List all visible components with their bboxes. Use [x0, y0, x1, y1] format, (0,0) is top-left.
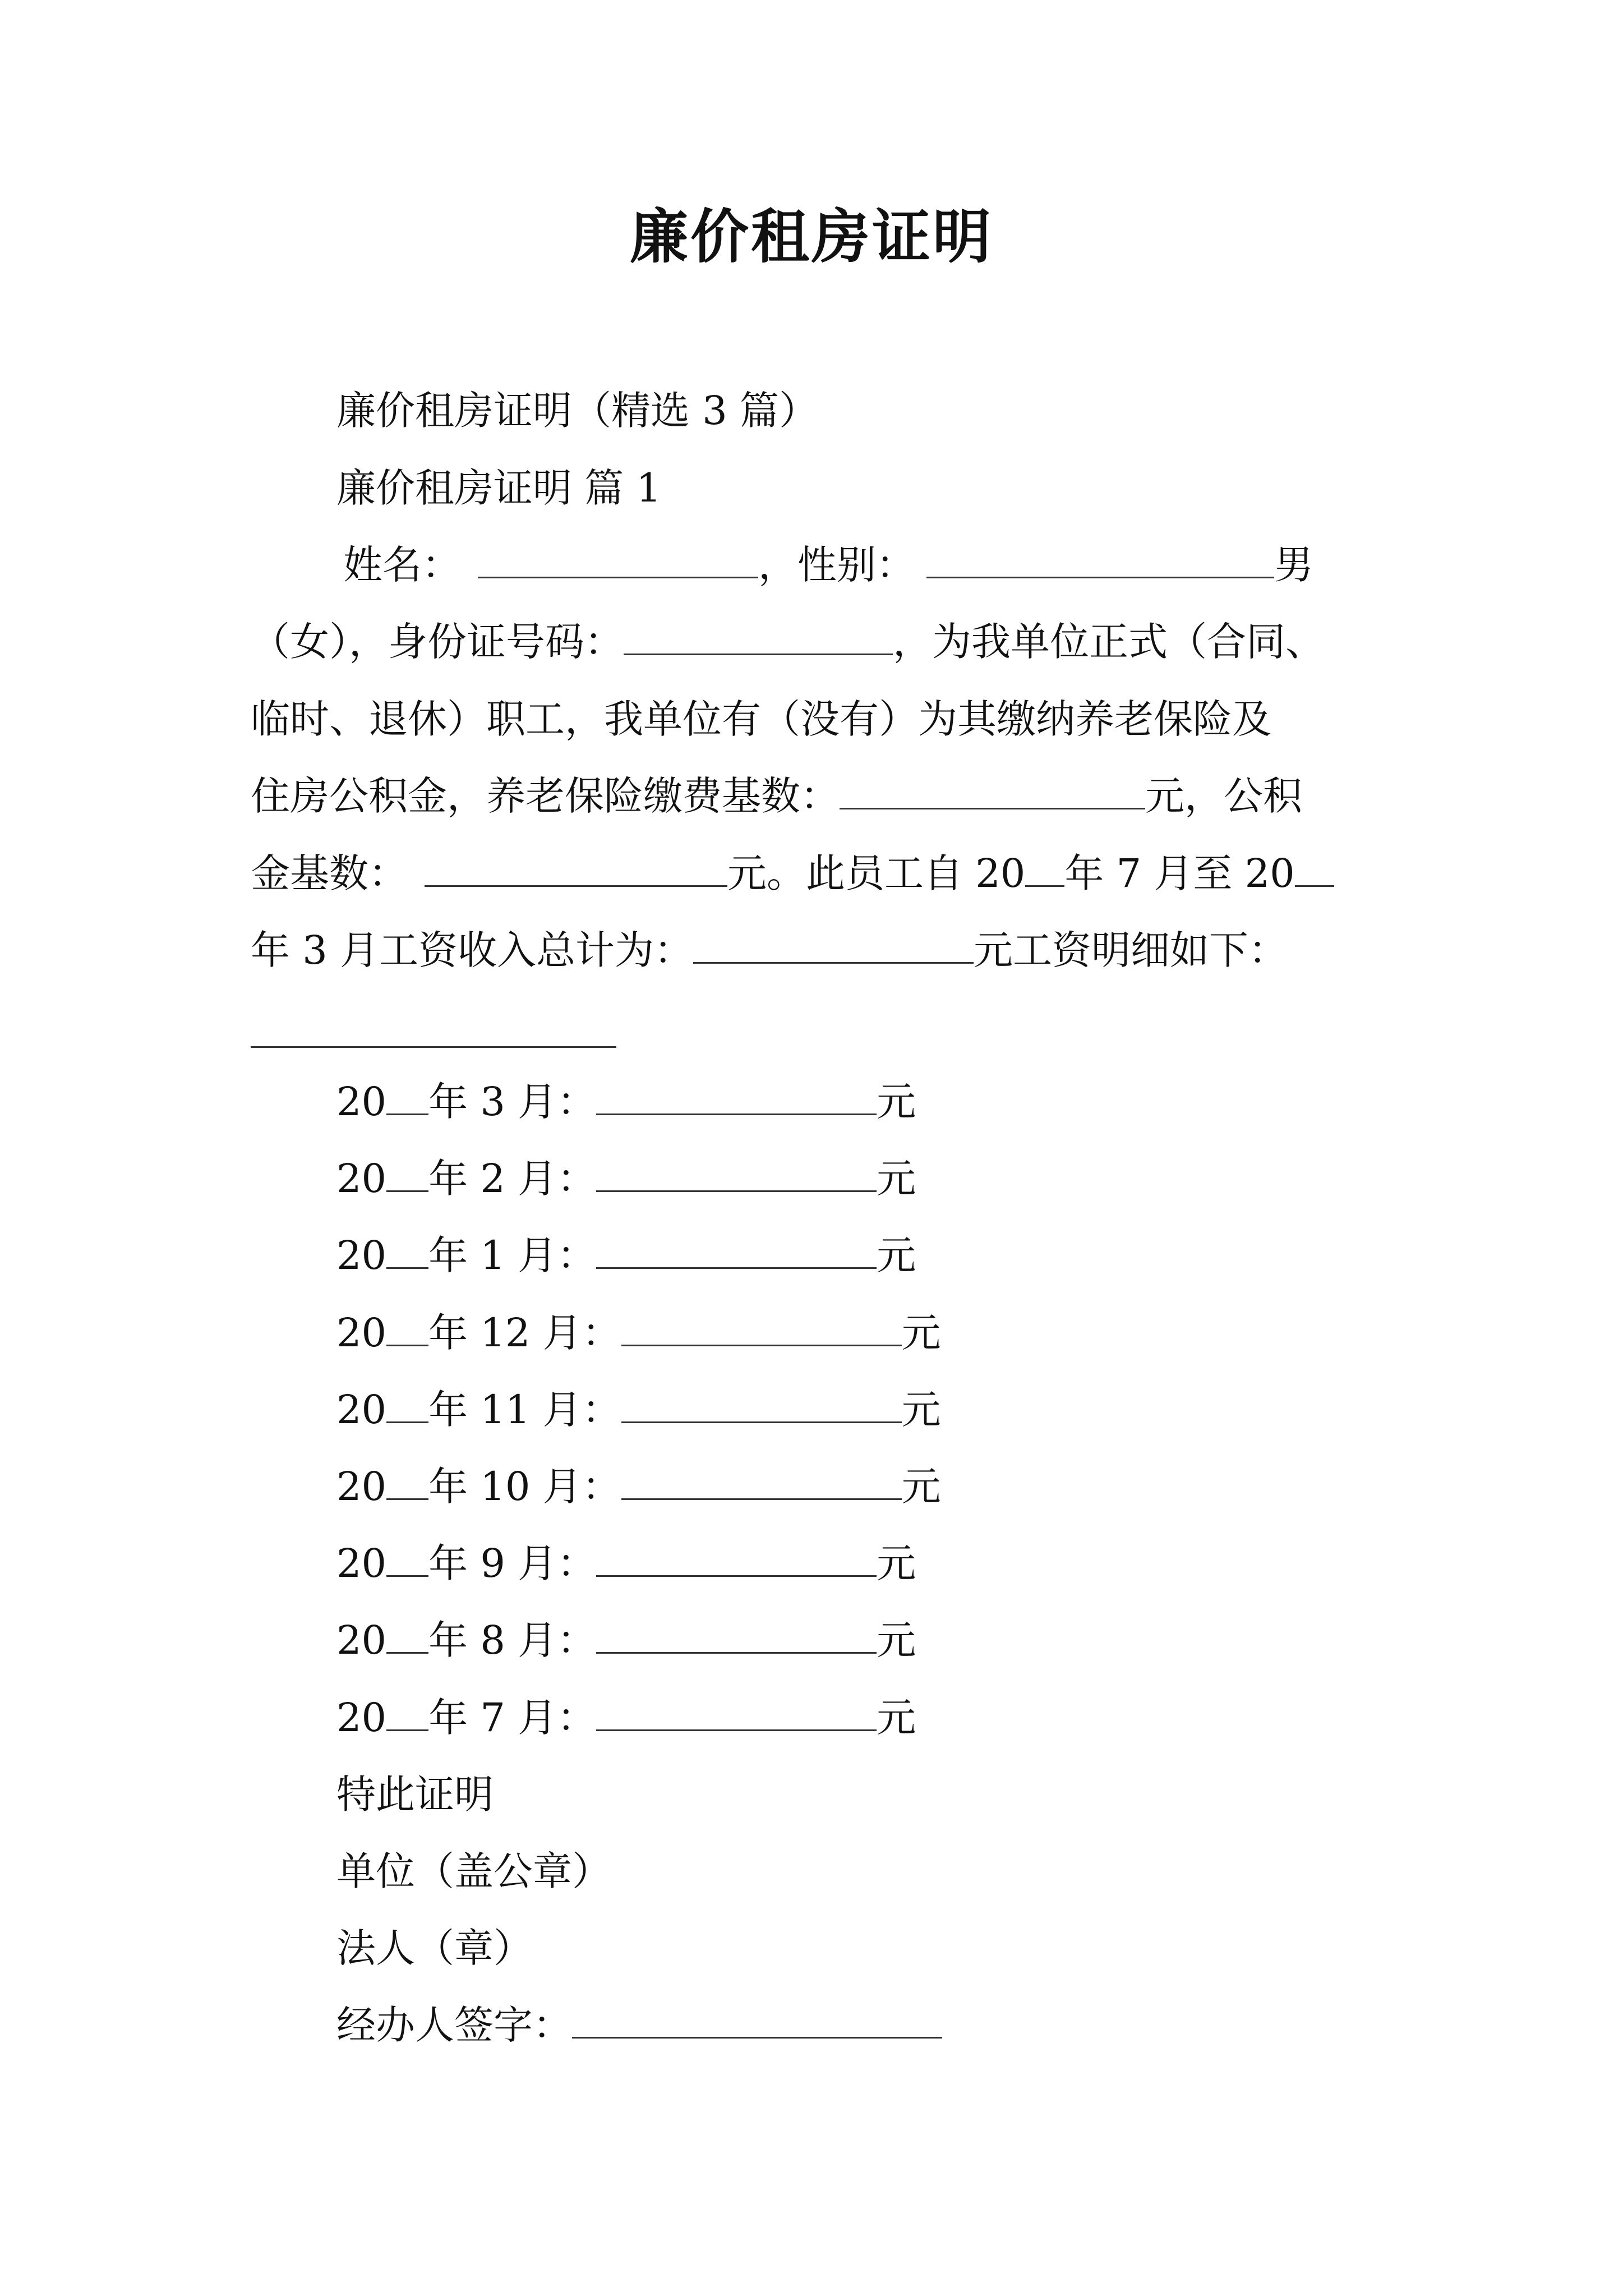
- month-row: [336, 1694, 916, 1741]
- year-blank[interactable]: [386, 1544, 428, 1577]
- year-prefix: 20: [336, 1079, 387, 1125]
- paragraph-line-2: [251, 618, 1325, 665]
- unit-label: 元: [877, 1540, 916, 1586]
- month-row: [336, 1617, 916, 1664]
- gender-male: 男: [1274, 542, 1313, 588]
- month-label: 年 12 月：: [428, 1310, 621, 1356]
- end-year-blank[interactable]: [1295, 854, 1334, 887]
- unit-label: 元: [877, 1079, 916, 1125]
- year-prefix: 20: [336, 1232, 387, 1278]
- month-label: 年 9 月：: [428, 1540, 597, 1586]
- month-row: [336, 1463, 941, 1510]
- income-total-blank[interactable]: [693, 931, 974, 964]
- amount-blank[interactable]: [596, 1698, 877, 1731]
- amount-blank[interactable]: [596, 1544, 877, 1577]
- amount-blank[interactable]: [596, 1082, 877, 1115]
- unit-label: 元: [877, 1156, 916, 1202]
- unit-label: 元: [901, 1464, 941, 1510]
- year-prefix: 20: [336, 1387, 387, 1433]
- gender-female-id-label: （女），身份证号码：: [251, 619, 624, 665]
- paragraph-line-6: [251, 927, 1288, 974]
- year-prefix: 20: [336, 1310, 387, 1356]
- section-heading: 廉价租房证明 篇 1: [336, 465, 662, 511]
- year-prefix: 20: [336, 1540, 387, 1586]
- handler-signature-blank[interactable]: [572, 2005, 942, 2039]
- amount-blank[interactable]: [621, 1313, 902, 1346]
- subtitle: 廉价租房证明（精选 3 篇）: [336, 388, 819, 434]
- year-blank[interactable]: [386, 1236, 428, 1269]
- certify-text: 特此证明: [336, 1772, 494, 1818]
- document-title: 廉价租房证明: [629, 203, 993, 271]
- month-label: 年 11 月：: [428, 1387, 621, 1433]
- name-label: 姓名：: [343, 542, 461, 588]
- fund-base-blank[interactable]: [425, 854, 727, 887]
- year-blank[interactable]: [386, 1159, 428, 1192]
- pension-unit-fund: 元，公积: [1145, 773, 1302, 819]
- period-text: 年 7 月至 20: [1064, 850, 1295, 896]
- amount-blank[interactable]: [621, 1467, 902, 1500]
- income-label: 年 3 月工资收入总计为：: [251, 927, 694, 973]
- pension-label: 住房公积金，养老保险缴费基数：: [251, 773, 840, 819]
- unit-label: 元: [877, 1232, 916, 1278]
- start-year-blank[interactable]: [1025, 854, 1064, 887]
- unit-label: 元: [901, 1387, 941, 1433]
- year-blank[interactable]: [386, 1621, 428, 1654]
- unit-seal-text: 单位（盖公章）: [336, 1848, 611, 1894]
- year-prefix: 20: [336, 1156, 387, 1202]
- month-row: [336, 1078, 916, 1125]
- amount-blank[interactable]: [596, 1159, 877, 1192]
- amount-blank[interactable]: [596, 1236, 877, 1269]
- gender-blank[interactable]: [926, 545, 1274, 578]
- month-row: [336, 1540, 916, 1587]
- year-prefix: 20: [336, 1617, 387, 1663]
- month-label: 年 1 月：: [428, 1232, 597, 1278]
- handler-signature-label: 经办人签字：: [336, 2002, 572, 2048]
- unit-label: 元: [877, 1695, 916, 1741]
- paragraph-line-3: 临时、退休）职工，我单位有（没有）为其缴纳养老保险及: [251, 696, 1271, 742]
- amount-blank[interactable]: [596, 1621, 877, 1654]
- pension-base-blank[interactable]: [840, 776, 1145, 809]
- month-row: [336, 1155, 916, 1202]
- id-number-blank[interactable]: [624, 622, 893, 655]
- month-row: [336, 1386, 941, 1433]
- month-label: 年 3 月：: [428, 1079, 597, 1125]
- year-blank[interactable]: [386, 1467, 428, 1500]
- income-detail-label: 元工资明细如下：: [974, 927, 1288, 973]
- paragraph-line-1: [343, 541, 1313, 588]
- unit-label: 元: [877, 1617, 916, 1663]
- fund-label: 金基数：: [251, 850, 408, 896]
- month-label: 年 2 月：: [428, 1156, 597, 1202]
- handler-signature-row: [336, 2001, 942, 2049]
- month-label: 年 10 月：: [428, 1464, 621, 1510]
- year-prefix: 20: [336, 1695, 387, 1741]
- gender-label: ，性别：: [758, 542, 915, 588]
- employment-text-1: ，为我单位正式（合同、: [893, 619, 1325, 665]
- year-blank[interactable]: [386, 1313, 428, 1346]
- paragraph-line-4: [251, 772, 1302, 820]
- legal-person-text: 法人（章）: [336, 1925, 533, 1971]
- month-label: 年 7 月：: [428, 1695, 597, 1741]
- paragraph-line-5: [251, 850, 1334, 897]
- fund-unit-since: 元。此员工自 20: [727, 850, 1026, 896]
- year-blank[interactable]: [386, 1082, 428, 1115]
- amount-blank[interactable]: [621, 1390, 902, 1423]
- month-label: 年 8 月：: [428, 1617, 597, 1663]
- details-blank-line[interactable]: [251, 1046, 616, 1048]
- month-row: [336, 1232, 916, 1279]
- name-blank[interactable]: [478, 545, 758, 578]
- year-prefix: 20: [336, 1464, 387, 1510]
- year-blank[interactable]: [386, 1390, 428, 1423]
- unit-label: 元: [901, 1310, 941, 1356]
- year-blank[interactable]: [386, 1698, 428, 1731]
- month-row: [336, 1309, 941, 1356]
